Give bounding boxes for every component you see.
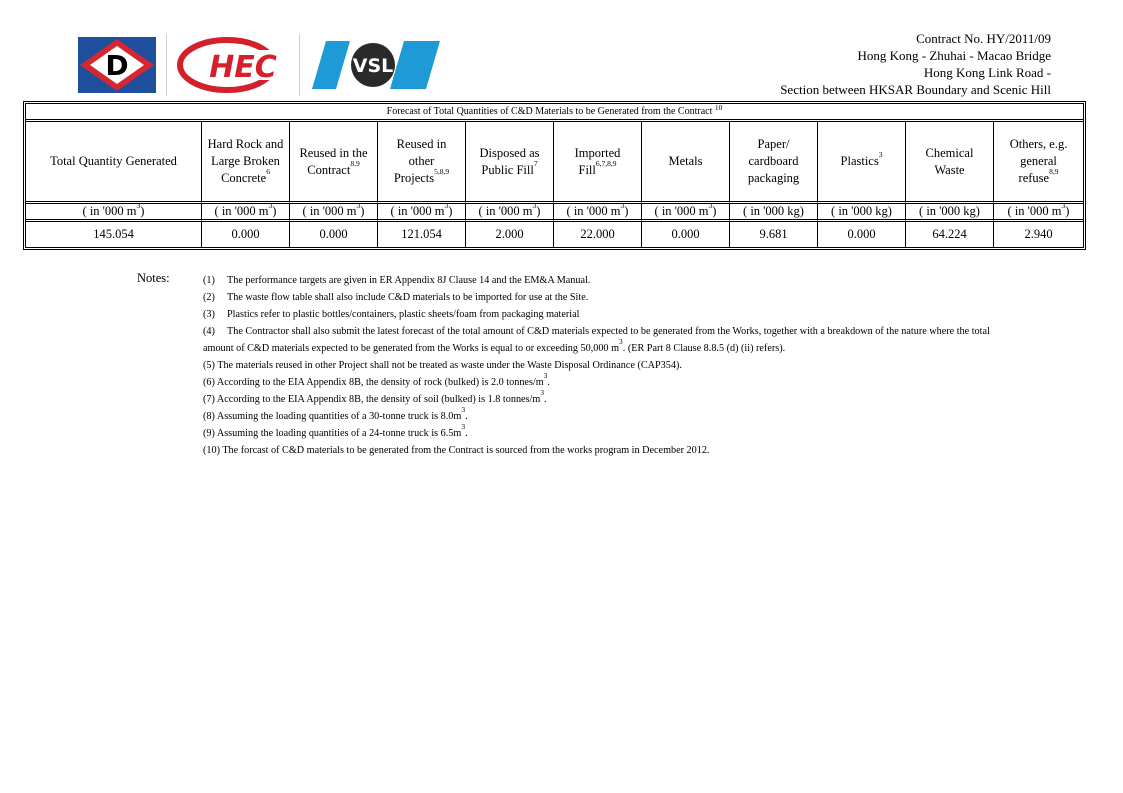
column-header-sup: 8,9 (1049, 167, 1059, 176)
unit-end: ) (360, 204, 365, 218)
column-header-line: Projects (393, 171, 435, 185)
unit-text: ( in '000 m (478, 204, 533, 218)
column-unit (466, 201, 554, 222)
column-header-line: packaging (747, 171, 800, 185)
hec-logo-graphic (177, 37, 289, 93)
table-caption-text: Forecast of Total Quantities of C&D Materials to be Generated from the Contract (386, 106, 713, 117)
column-header-line: Metals (668, 154, 703, 168)
unit-end: ) (272, 204, 277, 218)
column-header (290, 122, 378, 204)
project-section: Section between HKSAR Boundary and Scenic Hill (780, 82, 1051, 97)
note-item (203, 422, 1083, 442)
column-unit (642, 201, 730, 222)
note-continuation-sup: 3 (619, 337, 623, 346)
note-end: . (544, 394, 547, 405)
note-continuation (203, 337, 1083, 357)
note-text: Plastics refer to plastic bottles/containers, plastic sheets/foam from packaging material (227, 309, 580, 320)
unit-text: ( in '000 m (654, 204, 709, 218)
logo-divider (299, 34, 300, 96)
table-header-row (26, 122, 1083, 204)
column-unit (554, 201, 642, 222)
cd-materials-table (23, 101, 1086, 250)
note-text: The waste flow table shall also include C&D materials to be imported for use at the Site. (227, 292, 589, 303)
table-caption-sup: 10 (714, 103, 723, 112)
column-header-line: Others, e.g. (1009, 137, 1068, 151)
note-end: . (465, 411, 468, 422)
contract-header (780, 30, 1051, 98)
note-item (203, 442, 1083, 459)
unit-end: ) (140, 204, 145, 218)
unit-sup: 3 (356, 201, 361, 210)
vsl-logo (312, 37, 440, 93)
note-text: (9) Assuming the loading quantities of a 24-tonne truck is 6.5m (203, 428, 462, 439)
column-unit (818, 204, 906, 222)
column-header-line: Chemical (925, 145, 974, 160)
column-header-sup: 8,9 (350, 158, 360, 168)
note-text: (10) The forcast of C&D materials to be generated from the Contract is sourced from the works program in December 2012. (203, 445, 710, 456)
column-header-line: cardboard (748, 154, 799, 168)
note-sup: 3 (543, 371, 548, 380)
column-header-line: general (1020, 154, 1057, 168)
unit-sup: 3 (1061, 201, 1066, 210)
column-value: 121.054 (378, 222, 466, 247)
company-logos (78, 34, 440, 96)
note-item (203, 357, 1083, 374)
note-item (203, 388, 1083, 408)
vsl-logo-right-bar (390, 41, 440, 89)
table-unit-row (26, 204, 1083, 222)
column-header (642, 122, 730, 204)
column-header-line: Imported (574, 145, 621, 160)
unit-text: ( in '000 m (82, 204, 137, 218)
column-value: 2.000 (466, 222, 554, 247)
column-header-line: Paper/ (757, 137, 790, 151)
unit-text: ( in '000 kg) (919, 204, 980, 218)
hec-logo (177, 37, 289, 93)
unit-end: ) (536, 204, 541, 218)
column-header (730, 122, 818, 204)
column-value: 0.000 (818, 222, 906, 247)
note-text: The Contractor shall also submit the latest forecast of the total amount of C&D materials expected to be generated from the Works, together with a breakdown of the nature where the total (227, 326, 990, 337)
unit-sup: 3 (620, 201, 625, 210)
unit-end: ) (712, 204, 717, 218)
d-logo-graphic (78, 37, 156, 93)
column-header-line: refuse (1018, 171, 1050, 185)
column-value: 145.054 (26, 222, 202, 247)
column-header-line: Waste (934, 162, 965, 177)
vsl-logo-left-bar (312, 41, 350, 89)
column-value: 0.000 (290, 222, 378, 247)
column-header (378, 122, 466, 204)
note-number: (4) (203, 326, 215, 337)
unit-end: ) (624, 204, 629, 218)
note-continuation-text: amount of C&D materials expected to be generated from the Works is equal to or exceeding 50,000 m (203, 343, 619, 354)
column-header-sup: 5,8,9 (434, 167, 450, 176)
unit-sup: 3 (136, 201, 141, 210)
note-item (203, 289, 1083, 306)
column-value: 9.681 (730, 222, 818, 247)
note-sup: 3 (461, 405, 466, 414)
unit-text: ( in '000 kg) (743, 204, 804, 218)
cd-materials-table-wrapper (23, 101, 1086, 250)
column-unit (730, 204, 818, 222)
column-header-line: Concrete (221, 171, 267, 185)
column-header-line: Reused in the (299, 145, 368, 160)
vsl-logo-graphic (312, 37, 440, 93)
note-item (203, 405, 1083, 425)
column-header (994, 122, 1083, 204)
logo-divider (166, 34, 167, 96)
contract-number: Contract No. HY/2011/09 (916, 31, 1051, 46)
note-text: (5) The materials reused in other Project shall not be treated as waste under the Waste Disposal Ordinance (CAP354). (203, 360, 682, 371)
column-unit (202, 201, 290, 222)
column-value: 0.000 (202, 222, 290, 247)
unit-text: ( in '000 m (214, 204, 269, 218)
unit-sup: 3 (268, 201, 273, 210)
column-value: 0.000 (642, 222, 730, 247)
note-item (203, 371, 1083, 391)
column-header-line: Disposed as (479, 145, 540, 160)
column-header-line: Public Fill (481, 162, 534, 177)
column-value: 2.940 (1024, 227, 1053, 241)
note-number: (2) (203, 292, 215, 303)
hec-logo-text: HEC (209, 50, 277, 85)
project-name: Hong Kong - Zhuhai - Macao Bridge (857, 48, 1051, 63)
column-header-sup: 3 (878, 150, 883, 159)
column-header (906, 122, 994, 204)
column-header (554, 122, 642, 204)
column-header-sup: 7 (533, 158, 538, 168)
notes-list (203, 272, 1083, 459)
column-header-line: Hard Rock and (207, 137, 284, 151)
column-header (818, 122, 906, 204)
column-header-line: Contract (307, 162, 351, 177)
project-road: Hong Kong Link Road - (923, 65, 1051, 80)
unit-sup: 3 (708, 201, 713, 210)
column-unit (906, 204, 994, 222)
table-caption-row (26, 104, 1083, 122)
column-unit (994, 201, 1083, 222)
d-logo-letter: D (105, 49, 129, 82)
notes-label: Notes: (137, 271, 170, 285)
unit-text: ( in '000 m (1007, 204, 1062, 218)
unit-sup: 3 (532, 201, 537, 210)
column-header-line: Total Quantity Generated (50, 154, 177, 168)
note-sup: 3 (540, 388, 545, 397)
column-header-line: other (408, 154, 435, 168)
note-text: (7) According to the EIA Appendix 8B, the density of soil (bulked) is 1.8 tonnes/m (203, 394, 541, 405)
column-header-line: Fill (578, 162, 596, 177)
table-caption (26, 104, 1083, 122)
column-value: 64.224 (906, 222, 994, 247)
note-end: . (465, 428, 468, 439)
column-header (466, 122, 554, 204)
note-end: . (547, 377, 550, 388)
unit-end: ) (448, 204, 453, 218)
column-header-sup: 6 (266, 167, 270, 176)
note-item (203, 272, 1083, 289)
note-continuation-end: . (ER Part 8 Clause 8.8.5 (d) (ii) refers). (622, 343, 786, 354)
note-item (203, 306, 1083, 323)
column-header (202, 122, 290, 204)
unit-sup: 3 (444, 201, 449, 210)
column-header (26, 122, 202, 204)
column-value: 22.000 (554, 222, 642, 247)
column-unit (378, 201, 466, 222)
note-sup: 3 (461, 422, 466, 431)
column-header-line: Reused in (396, 137, 447, 151)
unit-text: ( in '000 m (566, 204, 621, 218)
column-unit (26, 201, 202, 222)
d-company-logo (78, 37, 156, 93)
note-number: (1) (203, 275, 215, 286)
note-item (203, 323, 1083, 340)
note-number: (3) (203, 309, 215, 320)
note-text: (8) Assuming the loading quantities of a 30-tonne truck is 8.0m (203, 411, 462, 422)
column-unit (290, 201, 378, 222)
unit-text: ( in '000 kg) (831, 204, 892, 218)
column-header-line: Large Broken (211, 154, 280, 168)
note-text: (6) According to the EIA Appendix 8B, the density of rock (bulked) is 2.0 tonnes/m (203, 377, 544, 388)
note-text: The performance targets are given in ER Appendix 8J Clause 14 and the EM&A Manual. (227, 275, 591, 286)
vsl-logo-text: VSL (352, 55, 394, 77)
table-value-row (26, 222, 1083, 247)
unit-text: ( in '000 m (390, 204, 445, 218)
unit-end: ) (1065, 204, 1070, 218)
column-header-sup: 6,7,8,9 (595, 158, 617, 168)
unit-text: ( in '000 m (302, 204, 357, 218)
column-header-line: Plastics (840, 154, 879, 168)
